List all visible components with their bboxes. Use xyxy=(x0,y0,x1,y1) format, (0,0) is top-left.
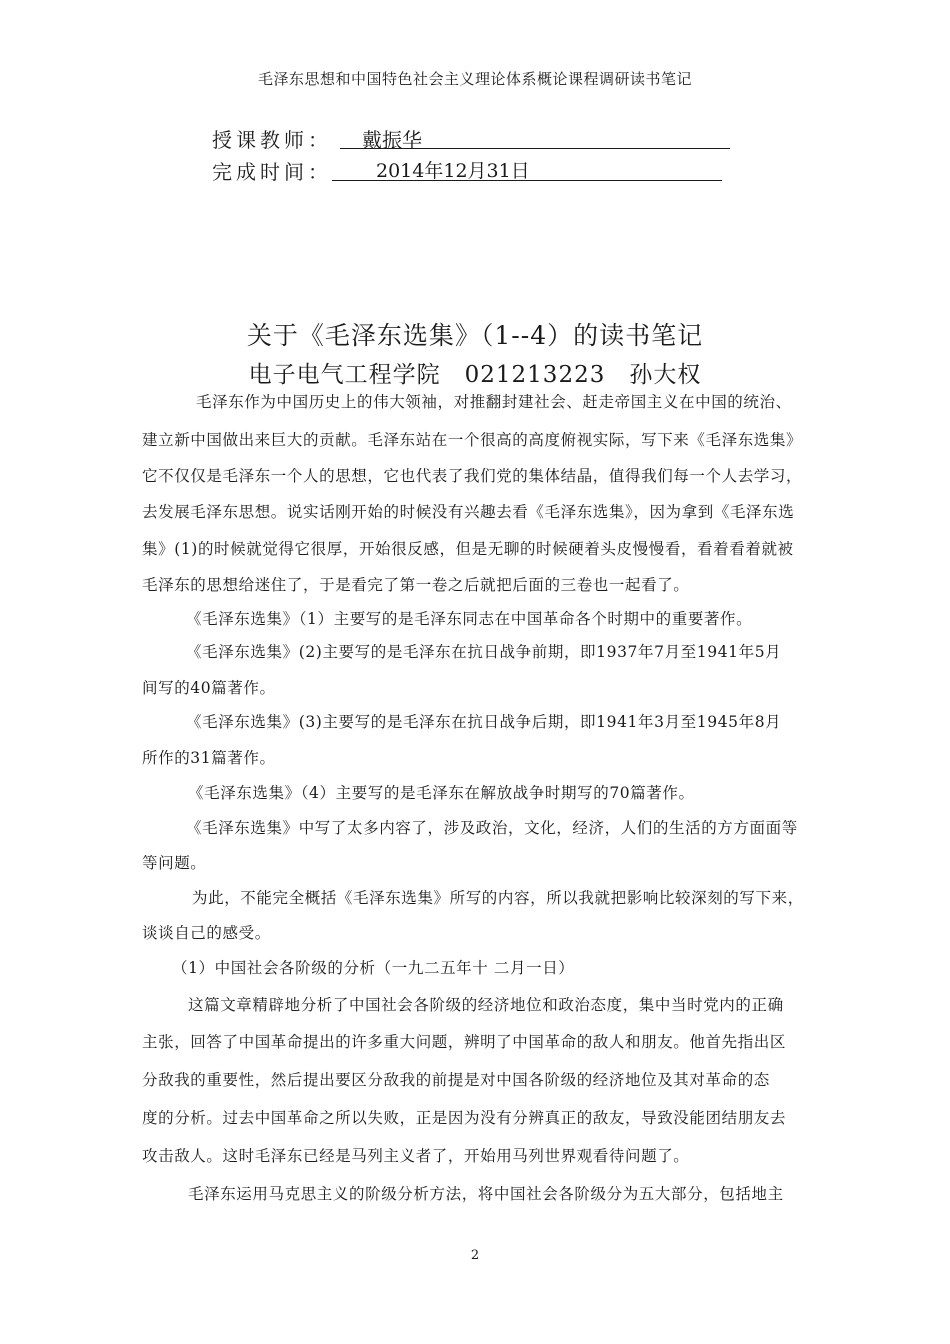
text-line: 集》(1)的时候就觉得它很厚，开始很反感，但是无聊的时候硬着头皮慢慢看，看着看着就被 xyxy=(142,540,794,558)
text-line: 等问题。 xyxy=(142,854,207,872)
teacher-value: 戴振华 xyxy=(362,128,422,152)
text-line: 《毛泽东选集》(3)主要写的是毛泽东在抗日战争后期，即1941年3月至1945年8月 xyxy=(186,713,782,731)
date-label: 完成时间： xyxy=(212,160,332,184)
text-line: 毛泽东的思想给迷住了，于是看完了第一卷之后就把后面的三卷也一起看了。 xyxy=(142,576,690,594)
text-line: 它不仅仅是毛泽东一个人的思想，它也代表了我们党的集体结晶，值得我们每一个人去学习， xyxy=(142,467,803,485)
text-line: 毛泽东运用马克思主义的阶级分析方法，将中国社会各阶级分为五大部分，包括地主 xyxy=(188,1185,784,1203)
text-line: 攻击敌人。这时毛泽东已经是马列主义者了，开始用马列世界观看待问题了。 xyxy=(142,1147,690,1165)
text-line: 《毛泽东选集》中写了太多内容了，涉及政治，文化，经济，人们的生活的方方面面等 xyxy=(186,819,798,837)
text-line: 《毛泽东选集》（4）主要写的是毛泽东在解放战争时期写的70篇著作。 xyxy=(188,784,695,802)
text-line: 度的分析。过去中国革命之所以失败，正是因为没有分辨真正的敌友，导致没能团结朋友去 xyxy=(142,1109,787,1127)
text-line: 主张，回答了中国革命提出的许多重大问题，辨明了中国革命的敌人和朋友。他首先指出区 xyxy=(142,1033,787,1051)
text-line: 所作的31篇著作。 xyxy=(142,749,276,767)
text-line: 谈谈自己的感受。 xyxy=(142,924,271,942)
text-line: 《毛泽东选集》(2)主要写的是毛泽东在抗日战争前期，即1937年7月至1941年5月 xyxy=(186,643,782,661)
text-line: 毛泽东作为中国历史上的伟大领袖，对推翻封建社会、赶走帝国主义在中国的统治、 xyxy=(196,393,792,411)
text-line: （1）中国社会各阶级的分析（一九二五年十 二月一日） xyxy=(172,959,575,977)
text-line: 为此，不能完全概括《毛泽东选集》所写的内容，所以我就把影响比较深刻的写下来， xyxy=(192,889,804,907)
document-subtitle: 电子电气工程学院 021213223 孙大权 xyxy=(248,362,702,388)
teacher-field xyxy=(340,124,730,152)
document-title: 关于《毛泽东选集》（1--4）的读书笔记 xyxy=(246,321,704,350)
text-line: 去发展毛泽东思想。说实话刚开始的时候没有兴趣去看《毛泽东选集》，因为拿到《毛泽东选 xyxy=(142,503,795,521)
running-header: 毛泽东思想和中国特色社会主义理论体系概论课程调研读书笔记 xyxy=(257,70,692,88)
text-line: 分敌我的重要性，然后提出要区分敌我的前提是对中国各阶级的经济地位及其对革命的态 xyxy=(142,1071,770,1089)
text-line: 间写的40篇著作。 xyxy=(142,679,276,697)
page-number: 2 xyxy=(470,1248,480,1263)
text-line: 《毛泽东选集》（1）主要写的是毛泽东同志在中国革命各个时期中的重要著作。 xyxy=(186,610,753,628)
date-field xyxy=(332,156,722,181)
text-line: 建立新中国做出来巨大的贡献。毛泽东站在一个很高的高度俯视实际，写下来《毛泽东选集》 xyxy=(142,431,803,449)
teacher-label: 授课教师： xyxy=(212,128,332,152)
text-line: 这篇文章精辟地分析了中国社会各阶级的经济地位和政治态度，集中当时党内的正确 xyxy=(188,996,784,1014)
date-value: 2014年12月31日 xyxy=(376,160,530,182)
